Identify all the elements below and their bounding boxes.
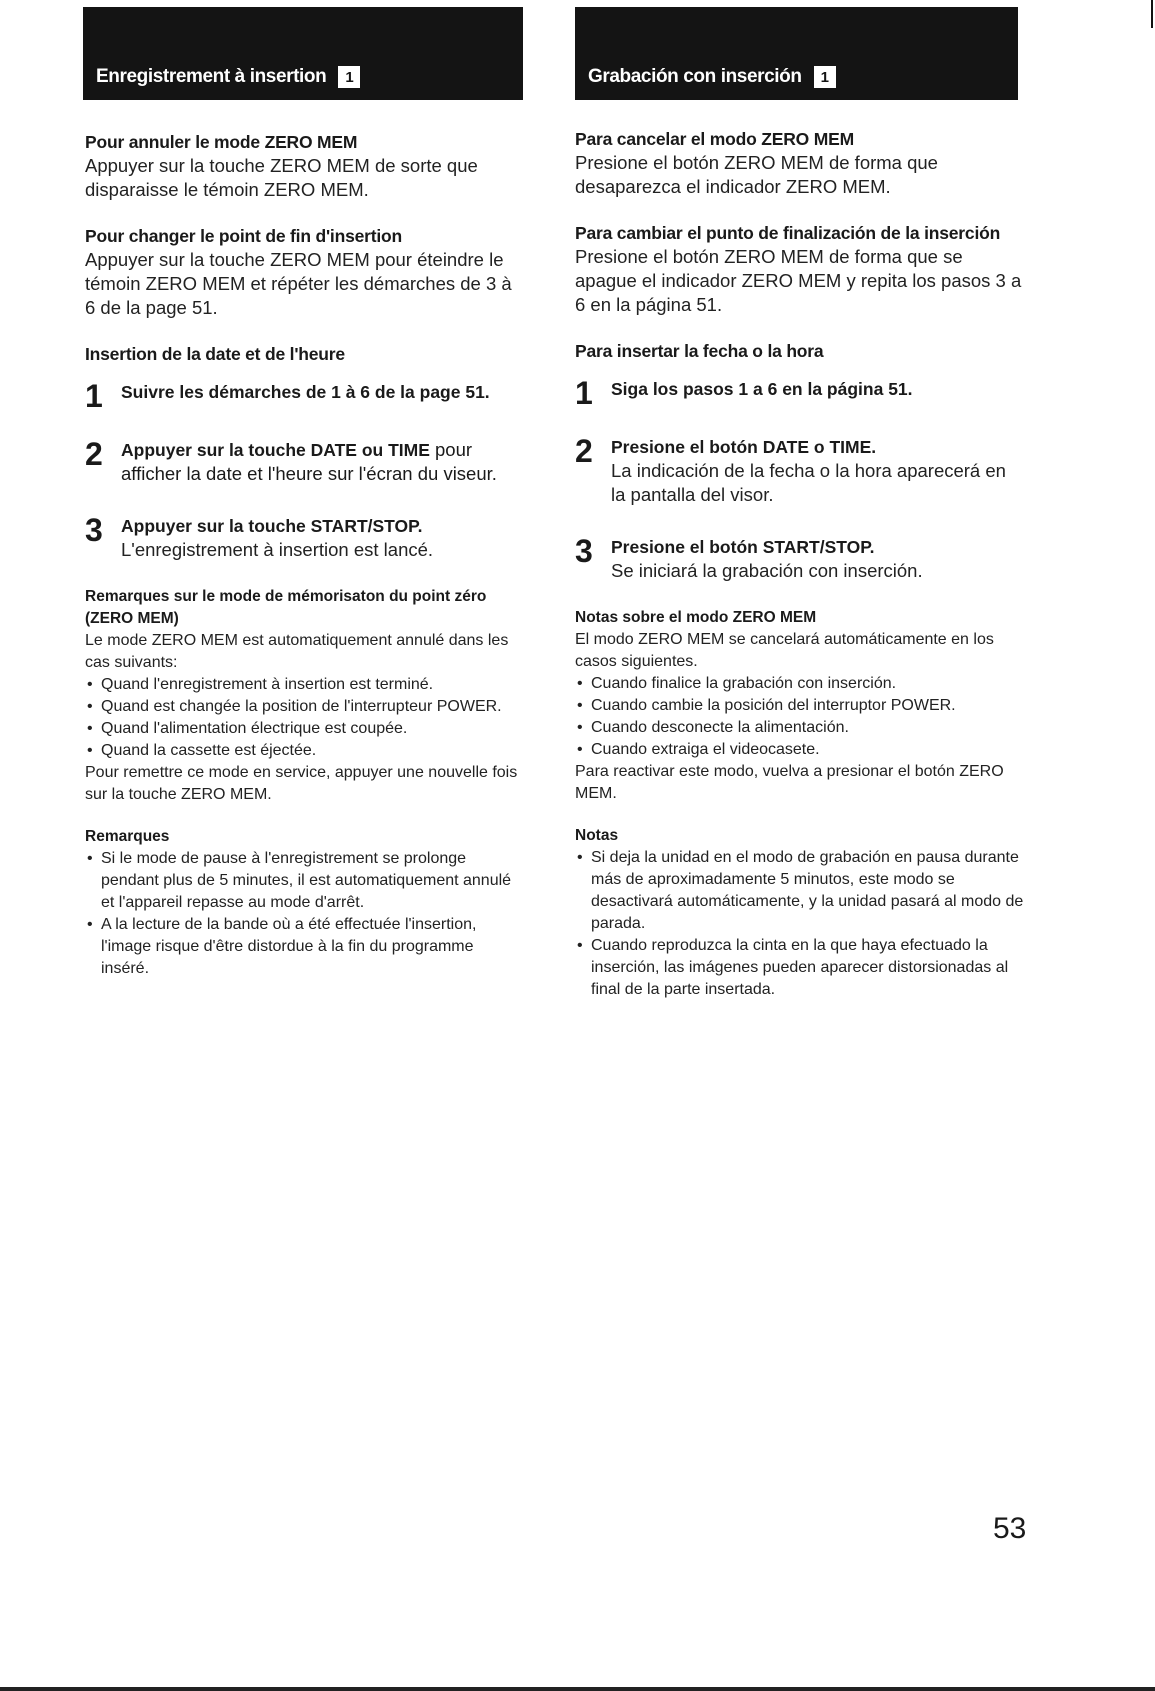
fr-datetime-section <box>85 342 525 366</box>
fr-datetime-heading: Insertion de la date et de l'heure <box>85 344 345 364</box>
step-text: La indicación de la fecha o la hora aparecerá en la pantalla del visor. <box>611 460 1006 505</box>
fr-notes-heading: Remarques sur le mode de mémorisaton du point zéro (ZERO MEM) <box>85 588 487 627</box>
step-title-rest: pour afficher la date et l'heure sur l'écran du viseur. <box>121 439 497 484</box>
list-item: • Cuando reproduzca la cinta en la que haya efectuado la inserción, las imágenes pueden aparecer distorsionadas al final de la parte insertada. <box>575 935 1025 1001</box>
es-change-heading: Para cambiar el punto de finalización de la inserción <box>575 223 1001 243</box>
list-item: • Cuando desconecte la alimentación. <box>575 717 1025 739</box>
step-title: Presione el botón DATE o TIME. <box>611 437 877 457</box>
es-change-section <box>575 221 1025 317</box>
step-number: 3 <box>575 533 593 569</box>
french-banner-title <box>96 66 360 88</box>
step-number: 1 <box>575 375 593 411</box>
section-number-badge: 1 <box>814 66 836 88</box>
es-step-1 <box>575 375 1025 411</box>
es-cancel-text: Presione el botón ZERO MEM de forma que desaparezca el indicador ZERO MEM. <box>575 152 938 197</box>
step-title: Presione el botón START/STOP. <box>611 537 875 557</box>
step-number: 2 <box>85 436 103 472</box>
es-step-2 <box>575 435 1025 507</box>
step-title: Suivre les démarches de 1 à 6 de la page 51. <box>121 382 490 402</box>
fr-cancel-section <box>85 130 525 202</box>
list-item: • Cuando finalice la grabación con inserción. <box>575 673 1025 695</box>
list-item: • Quand l'enregistrement à insertion est terminé. <box>85 674 525 696</box>
step-title: Appuyer sur la touche START/STOP. <box>121 516 423 536</box>
list-item: • Cuando cambie la posición del interruptor POWER. <box>575 695 1025 717</box>
fr-remarks <box>85 826 525 980</box>
spanish-section-banner <box>575 7 1018 100</box>
list-item: • A la lecture de la bande où a été effectuée l'insertion, l'image risque d'être distordue à la fin du programme inséré. <box>85 914 525 980</box>
es-step-3 <box>575 535 1025 583</box>
es-cancel-heading: Para cancelar el modo ZERO MEM <box>575 129 854 149</box>
es-notes-heading: Notas sobre el modo ZERO MEM <box>575 609 817 626</box>
page-number: 53 <box>993 1512 1027 1545</box>
es-remarks <box>575 825 1025 1001</box>
step-title <box>121 438 525 486</box>
fr-step-3 <box>85 514 525 562</box>
spanish-content <box>575 127 1025 1017</box>
fr-remarks-list <box>85 848 525 980</box>
es-remarks-heading: Notas <box>575 827 619 844</box>
spanish-banner-text: Grabación con inserción <box>588 66 802 87</box>
french-section-banner <box>83 7 523 100</box>
fr-cancel-text: Appuyer sur la touche ZERO MEM de sorte que disparaisse le témoin ZERO MEM. <box>85 155 478 200</box>
list-item: • Quand la cassette est éjectée. <box>85 740 525 762</box>
step-number: 3 <box>85 512 103 548</box>
es-datetime-heading: Para insertar la fecha o la hora <box>575 341 824 361</box>
spanish-banner-title <box>588 66 836 88</box>
fr-step-1 <box>85 378 525 414</box>
es-change-text: Presione el botón ZERO MEM de forma que se apague el indicador ZERO MEM y repita los pasos 3 a 6 en la página 51. <box>575 246 1022 315</box>
es-remarks-list <box>575 847 1025 1001</box>
fr-change-section <box>85 224 525 320</box>
fr-change-heading: Pour changer le point de fin d'insertion <box>85 226 403 246</box>
list-item: • Quand l'alimentation électrique est coupée. <box>85 718 525 740</box>
step-title-bold: Appuyer sur la touche DATE ou TIME <box>121 440 430 460</box>
fr-notes-intro: Le mode ZERO MEM est automatiquement annulé dans les cas suivants: <box>85 632 509 671</box>
es-datetime-section <box>575 339 1025 363</box>
list-item: • Cuando extraiga el videocasete. <box>575 739 1025 761</box>
es-cancel-section <box>575 127 1025 199</box>
es-zero-mem-notes <box>575 607 1025 805</box>
list-item: • Quand est changée la position de l'interrupteur POWER. <box>85 696 525 718</box>
fr-change-text: Appuyer sur la touche ZERO MEM pour éteindre le témoin ZERO MEM et répéter les démarches de 3 à 6 de la page 51. <box>85 249 512 318</box>
fr-zero-mem-notes <box>85 586 525 806</box>
step-number: 2 <box>575 433 593 469</box>
step-text: L'enregistrement à insertion est lancé. <box>121 539 434 560</box>
es-notes-intro: El modo ZERO MEM se cancelará automáticamente en los casos siguientes. <box>575 631 994 670</box>
fr-remarks-heading: Remarques <box>85 828 170 845</box>
step-text: Se iniciará la grabación con inserción. <box>611 560 923 581</box>
es-notes-outro: Para reactivar este modo, vuelva a presionar el botón ZERO MEM. <box>575 763 1004 802</box>
french-content <box>85 130 525 996</box>
fr-cancel-heading: Pour annuler le mode ZERO MEM <box>85 132 358 152</box>
fr-step-2 <box>85 438 525 486</box>
step-title: Siga los pasos 1 a 6 en la página 51. <box>611 379 913 399</box>
french-banner-text: Enregistrement à insertion <box>96 66 327 87</box>
list-item: • Si le mode de pause à l'enregistrement se prolonge pendant plus de 5 minutes, il est automatiquement annulé et l'appareil repasse au mode d'arrêt. <box>85 848 525 914</box>
list-item: • Si deja la unidad en el modo de grabación en pausa durante más de aproximadamente 5 minutos, este modo se desactivará automáticamente, y la unidad pasará al modo de parada. <box>575 847 1025 935</box>
step-number: 1 <box>85 378 103 414</box>
bottom-rule <box>0 1687 1155 1691</box>
section-number-badge: 1 <box>338 66 360 88</box>
fr-notes-outro: Pour remettre ce mode en service, appuyer une nouvelle fois sur la touche ZERO MEM. <box>85 764 518 803</box>
fr-notes-list <box>85 674 525 762</box>
edge-mark <box>1151 0 1153 28</box>
es-notes-list <box>575 673 1025 761</box>
